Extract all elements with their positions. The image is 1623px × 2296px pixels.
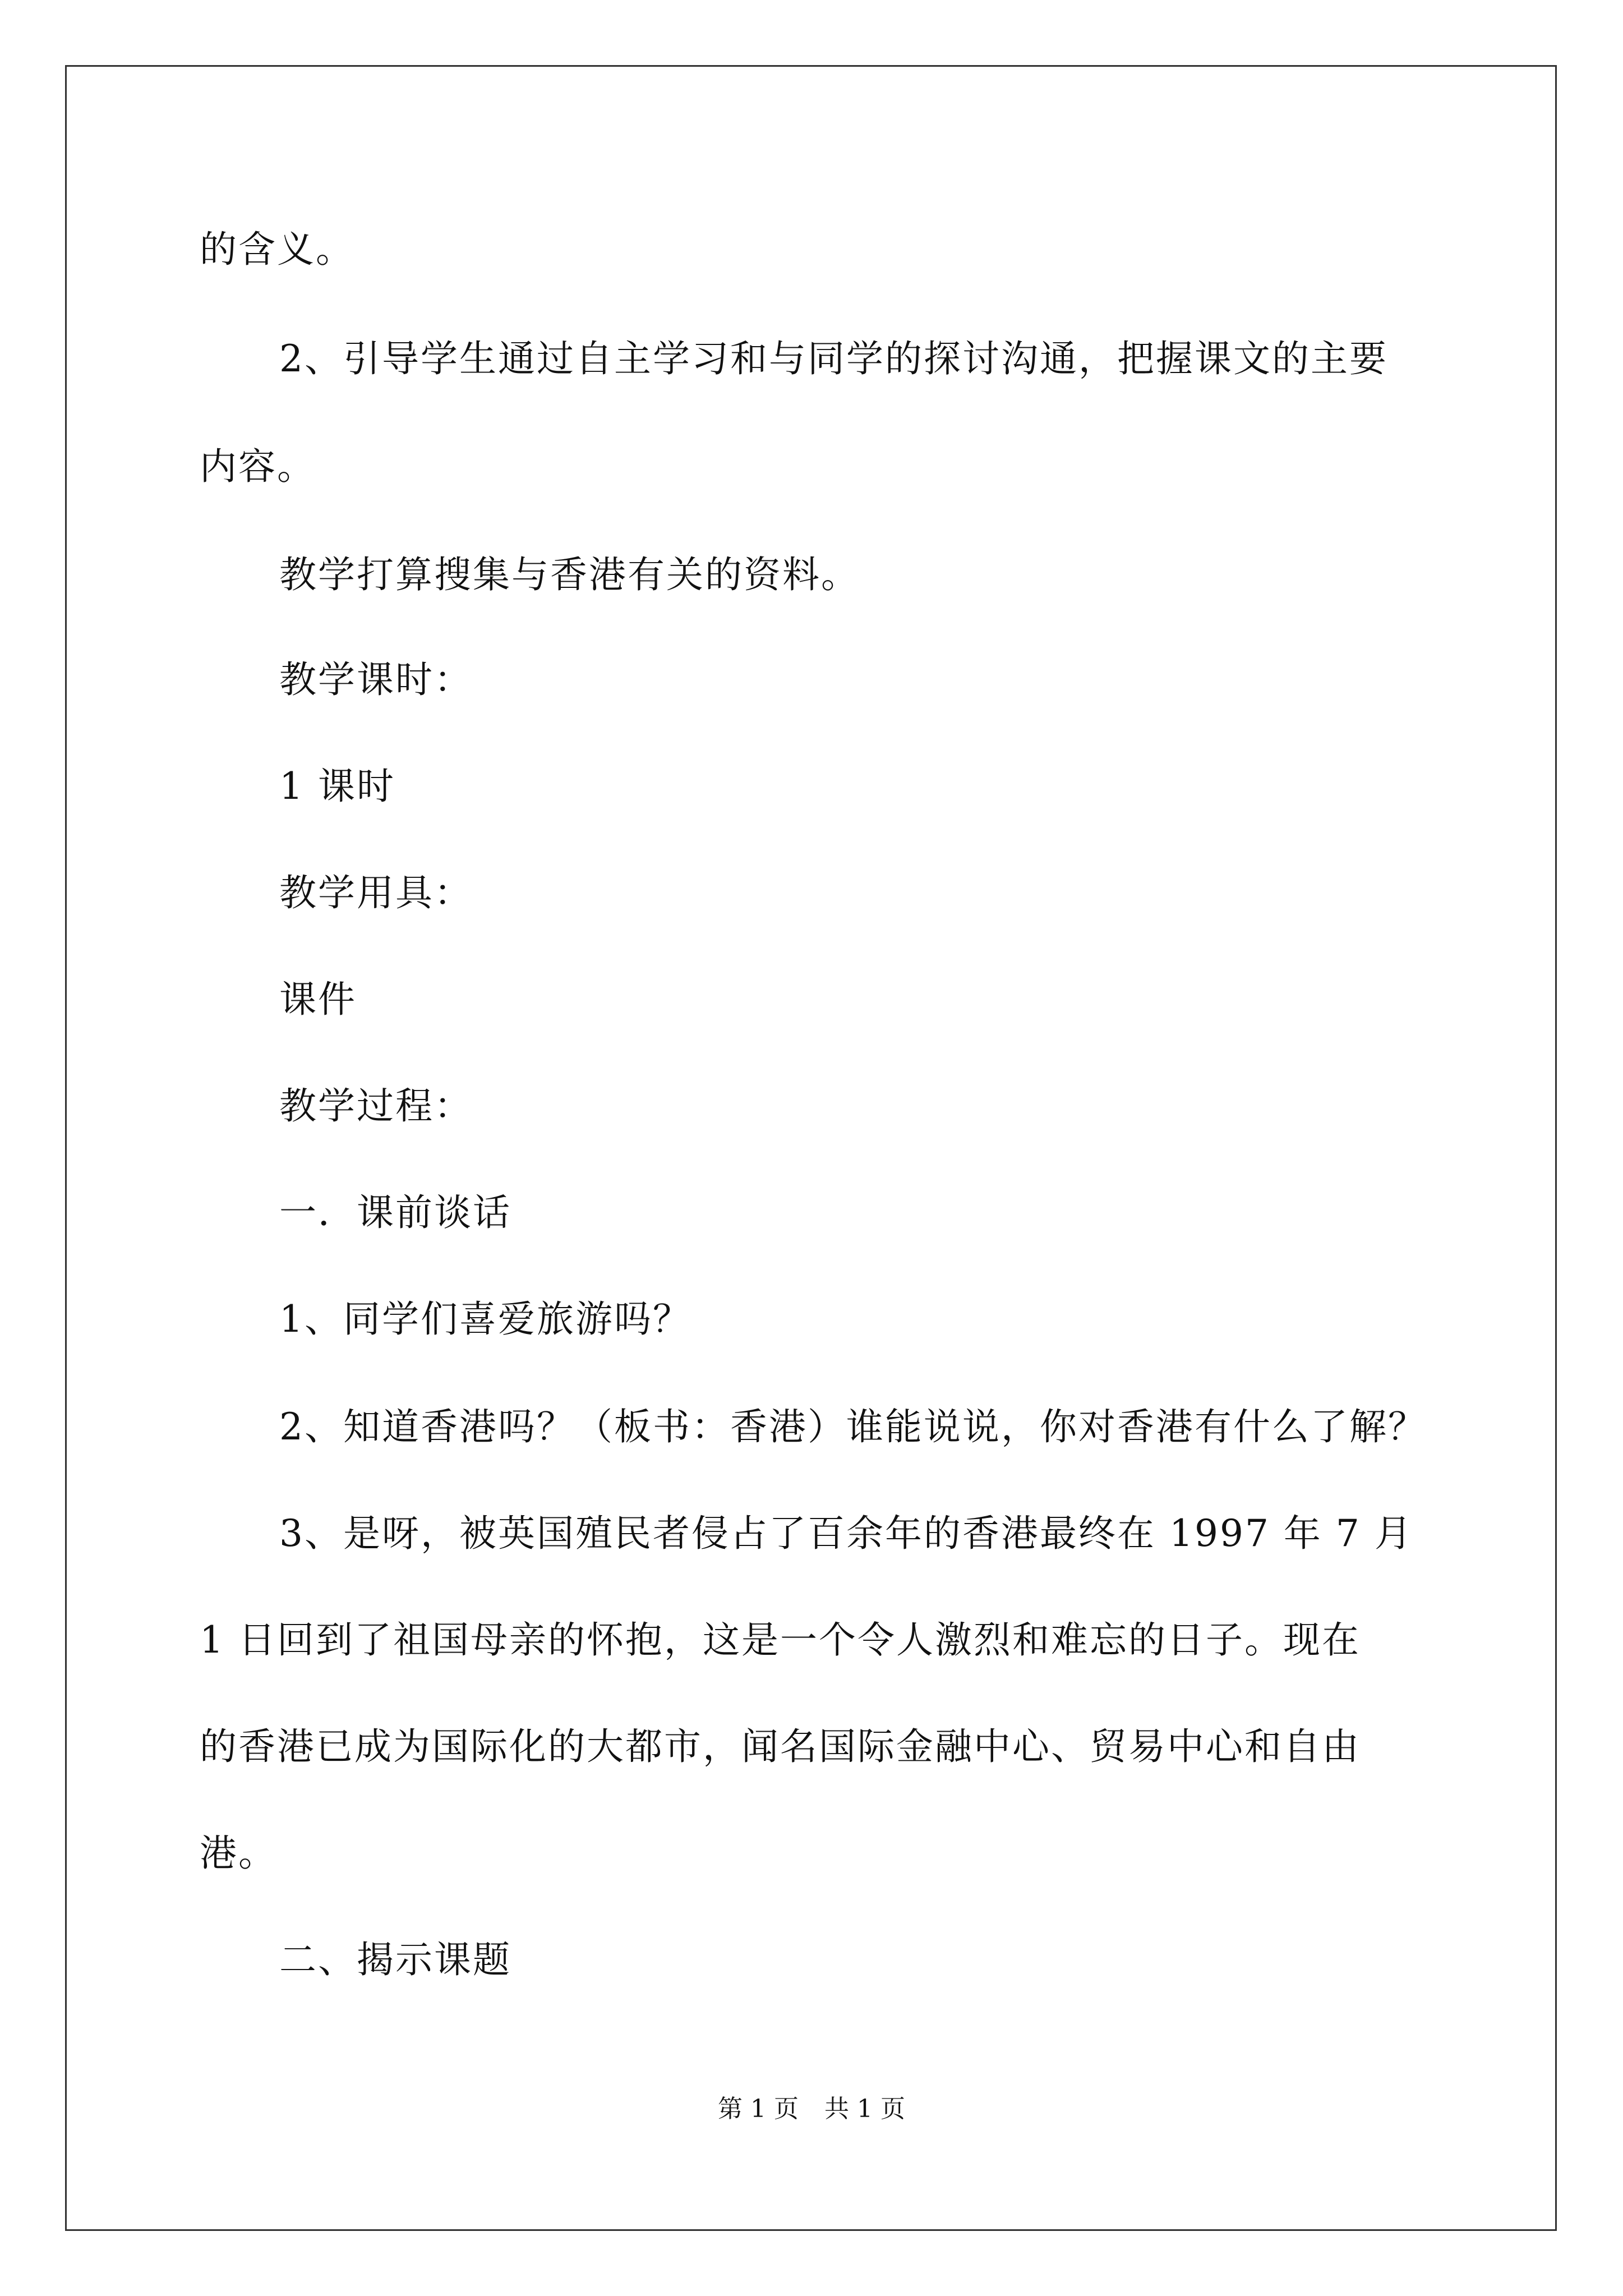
text-line: 1、同学们喜爱旅游吗？: [279, 1297, 691, 1341]
text-line: 二、揭示课题: [279, 1938, 511, 1981]
text-line: 内容。: [200, 445, 316, 488]
text-line: 教学课时：: [279, 658, 473, 701]
text-line: 课件: [279, 978, 357, 1021]
text-line: 的香港已成为国际化的大都市，闻名国际金融中心、贸易中心和自由: [200, 1725, 1361, 1768]
page-number: 第 1 页: [718, 2095, 799, 2123]
text-line: 教学打算搜集与香港有关的资料。: [279, 553, 860, 596]
text-line: 的含义。: [200, 228, 354, 271]
text-line: 3、是呀，被英国殖民者侵占了百余年的香港最终在 1997 年 7 月: [279, 1512, 1413, 1555]
page-border: [65, 65, 1557, 2231]
text-line: 教学用具：: [279, 871, 473, 914]
text-line: 一．课前谈话: [279, 1191, 511, 1234]
text-line: 1 课时: [279, 765, 395, 808]
page-footer: [0, 2092, 1623, 2126]
text-line: 2、引导学生通过自主学习和与同学的探讨沟通，把握课文的主要: [279, 337, 1388, 380]
page-total: 共 1 页: [824, 2095, 905, 2123]
text-line: 2、知道香港吗？（板书：香港）谁能说说，你对香港有什么了解？: [279, 1405, 1427, 1448]
text-line: 教学过程：: [279, 1084, 473, 1128]
text-line: 港。: [200, 1832, 277, 1875]
text-line: 1 日回到了祖国母亲的怀抱，这是一个令人激烈和难忘的日子。现在: [200, 1618, 1361, 1662]
